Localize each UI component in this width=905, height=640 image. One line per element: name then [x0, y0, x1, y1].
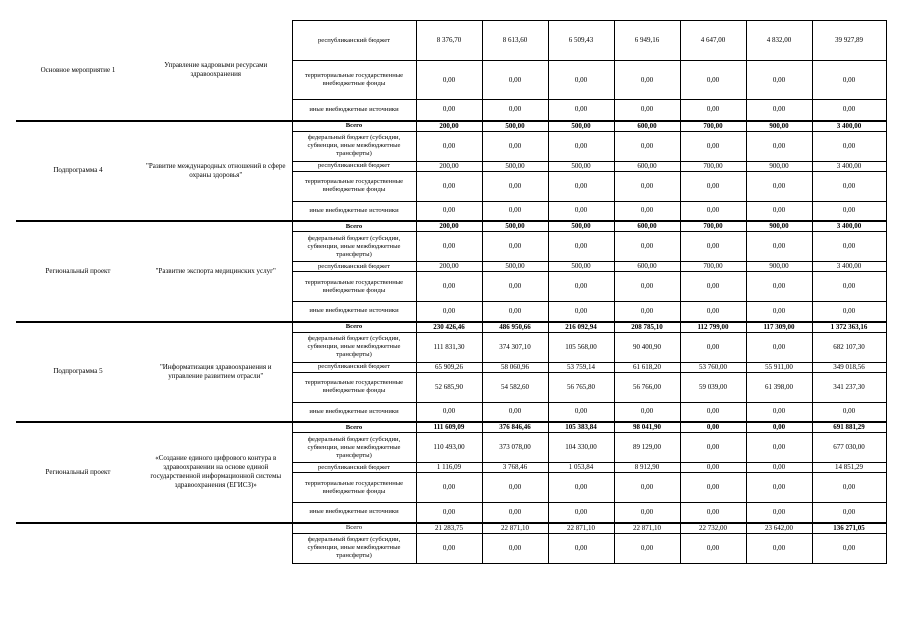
- year-value-cell: 53 760,00: [680, 362, 746, 372]
- year-value-cell: 0,00: [746, 232, 812, 262]
- year-value-cell: 0,00: [680, 272, 746, 302]
- year-value-cell: 0,00: [746, 422, 812, 433]
- year-value-cell: 0,00: [746, 272, 812, 302]
- year-value-cell: 112 799,00: [680, 322, 746, 333]
- year-value-cell: 0,00: [680, 422, 746, 433]
- funding-source-cell: иные внебюджетные источники: [292, 100, 416, 121]
- year-value-cell: 0,00: [548, 131, 614, 161]
- year-value-cell: 6 509,43: [548, 21, 614, 61]
- year-value-cell: 110 493,00: [416, 433, 482, 463]
- table-row: [16, 121, 886, 132]
- total-value-cell: 1 372 363,16: [812, 322, 886, 333]
- year-value-cell: 8 376,70: [416, 21, 482, 61]
- year-value-cell: 500,00: [482, 221, 548, 232]
- total-value-cell: 3 400,00: [812, 121, 886, 132]
- year-value-cell: 374 307,10: [482, 332, 548, 362]
- year-value-cell: 0,00: [416, 503, 482, 523]
- total-value-cell: 341 237,30: [812, 372, 886, 402]
- total-value-cell: 0,00: [812, 201, 886, 221]
- year-value-cell: 4 832,00: [746, 21, 812, 61]
- year-value-cell: 0,00: [416, 302, 482, 322]
- year-value-cell: 200,00: [416, 221, 482, 232]
- year-value-cell: 0,00: [416, 533, 482, 563]
- year-value-cell: 0,00: [614, 201, 680, 221]
- year-value-cell: 0,00: [482, 402, 548, 422]
- year-value-cell: 700,00: [680, 221, 746, 232]
- year-value-cell: 8 613,60: [482, 21, 548, 61]
- year-value-cell: 216 092,94: [548, 322, 614, 333]
- year-value-cell: 600,00: [614, 262, 680, 272]
- year-value-cell: 0,00: [746, 201, 812, 221]
- year-value-cell: 22 871,10: [614, 523, 680, 534]
- year-value-cell: 900,00: [746, 221, 812, 232]
- year-value-cell: 0,00: [416, 201, 482, 221]
- program-name-cell: Подпрограмма 4: [16, 121, 140, 222]
- total-value-cell: 0,00: [812, 473, 886, 503]
- year-value-cell: 53 759,14: [548, 362, 614, 372]
- year-value-cell: 500,00: [548, 262, 614, 272]
- year-value-cell: 1 116,09: [416, 463, 482, 473]
- year-value-cell: 0,00: [416, 402, 482, 422]
- year-value-cell: 0,00: [680, 503, 746, 523]
- funding-source-cell: республиканский бюджет: [292, 21, 416, 61]
- year-value-cell: 500,00: [548, 161, 614, 171]
- year-value-cell: 0,00: [614, 473, 680, 503]
- year-value-cell: 0,00: [746, 100, 812, 121]
- year-value-cell: 0,00: [548, 533, 614, 563]
- year-value-cell: 0,00: [548, 61, 614, 100]
- total-value-cell: 682 107,30: [812, 332, 886, 362]
- year-value-cell: 54 582,60: [482, 372, 548, 402]
- funding-source-cell: республиканский бюджет: [292, 463, 416, 473]
- total-value-cell: 3 400,00: [812, 161, 886, 171]
- year-value-cell: 56 766,00: [614, 372, 680, 402]
- year-value-cell: 0,00: [548, 201, 614, 221]
- table-row: [16, 422, 886, 433]
- funding-source-cell: федеральный бюджет (субсидии, субвенции, иные межбюджетные трансферты): [292, 533, 416, 563]
- year-value-cell: 900,00: [746, 262, 812, 272]
- year-value-cell: 0,00: [482, 131, 548, 161]
- year-value-cell: 117 309,00: [746, 322, 812, 333]
- program-description-cell: [140, 523, 292, 564]
- table-row: [16, 322, 886, 333]
- year-value-cell: 0,00: [482, 272, 548, 302]
- year-value-cell: 104 330,00: [548, 433, 614, 463]
- total-value-cell: 0,00: [812, 61, 886, 100]
- year-value-cell: 0,00: [416, 232, 482, 262]
- year-value-cell: 0,00: [482, 100, 548, 121]
- year-value-cell: 0,00: [614, 402, 680, 422]
- year-value-cell: 90 400,90: [614, 332, 680, 362]
- year-value-cell: 0,00: [482, 171, 548, 201]
- year-value-cell: 22 732,00: [680, 523, 746, 534]
- funding-source-cell: иные внебюджетные источники: [292, 503, 416, 523]
- year-value-cell: 0,00: [680, 433, 746, 463]
- year-value-cell: 0,00: [548, 272, 614, 302]
- year-value-cell: 0,00: [482, 232, 548, 262]
- funding-source-cell: республиканский бюджет: [292, 362, 416, 372]
- year-value-cell: 500,00: [482, 161, 548, 171]
- total-value-cell: 0,00: [812, 131, 886, 161]
- total-value-cell: 349 018,56: [812, 362, 886, 372]
- total-value-cell: 136 271,05: [812, 523, 886, 534]
- year-value-cell: 55 911,00: [746, 362, 812, 372]
- total-value-cell: 0,00: [812, 232, 886, 262]
- funding-source-cell: федеральный бюджет (субсидии, субвенции, иные межбюджетные трансферты): [292, 232, 416, 262]
- year-value-cell: 0,00: [416, 100, 482, 121]
- funding-source-cell: Всего: [292, 322, 416, 333]
- year-value-cell: 0,00: [680, 61, 746, 100]
- year-value-cell: 111 609,09: [416, 422, 482, 433]
- budget-table: [16, 20, 887, 564]
- year-value-cell: 0,00: [680, 473, 746, 503]
- year-value-cell: 56 765,80: [548, 372, 614, 402]
- year-value-cell: 208 785,10: [614, 322, 680, 333]
- year-value-cell: 230 426,46: [416, 322, 482, 333]
- year-value-cell: 0,00: [416, 61, 482, 100]
- year-value-cell: 22 871,10: [548, 523, 614, 534]
- year-value-cell: 373 078,00: [482, 433, 548, 463]
- year-value-cell: 500,00: [548, 121, 614, 132]
- year-value-cell: 0,00: [746, 533, 812, 563]
- year-value-cell: 0,00: [746, 171, 812, 201]
- year-value-cell: 0,00: [680, 131, 746, 161]
- year-value-cell: 0,00: [416, 473, 482, 503]
- year-value-cell: 700,00: [680, 262, 746, 272]
- year-value-cell: 52 685,90: [416, 372, 482, 402]
- year-value-cell: 0,00: [746, 473, 812, 503]
- year-value-cell: 500,00: [482, 121, 548, 132]
- year-value-cell: 0,00: [680, 402, 746, 422]
- year-value-cell: 600,00: [614, 161, 680, 171]
- total-value-cell: 0,00: [812, 171, 886, 201]
- year-value-cell: 0,00: [746, 61, 812, 100]
- year-value-cell: 0,00: [482, 302, 548, 322]
- year-value-cell: 0,00: [548, 171, 614, 201]
- year-value-cell: 0,00: [680, 533, 746, 563]
- program-description-cell: Управление кадровыми ресурсами здравоохранения: [164, 61, 268, 78]
- year-value-cell: 0,00: [482, 61, 548, 100]
- funding-source-cell: республиканский бюджет: [292, 161, 416, 171]
- funding-source-cell: Всего: [292, 221, 416, 232]
- year-value-cell: 61 398,00: [746, 372, 812, 402]
- year-value-cell: 0,00: [614, 302, 680, 322]
- year-value-cell: 0,00: [614, 232, 680, 262]
- year-value-cell: 65 909,26: [416, 362, 482, 372]
- year-value-cell: 105 383,84: [548, 422, 614, 433]
- total-value-cell: 0,00: [812, 402, 886, 422]
- funding-source-cell: иные внебюджетные источники: [292, 302, 416, 322]
- year-value-cell: 0,00: [548, 402, 614, 422]
- year-value-cell: 4 647,00: [680, 21, 746, 61]
- year-value-cell: 0,00: [548, 503, 614, 523]
- funding-source-cell: республиканский бюджет: [292, 262, 416, 272]
- total-value-cell: 0,00: [812, 272, 886, 302]
- year-value-cell: 0,00: [746, 402, 812, 422]
- year-value-cell: 0,00: [482, 533, 548, 563]
- year-value-cell: 58 060,96: [482, 362, 548, 372]
- year-value-cell: 0,00: [614, 533, 680, 563]
- funding-source-cell: федеральный бюджет (субсидии, субвенции, иные межбюджетные трансферты): [292, 131, 416, 161]
- year-value-cell: 0,00: [416, 131, 482, 161]
- year-value-cell: 376 846,46: [482, 422, 548, 433]
- total-value-cell: 691 881,29: [812, 422, 886, 433]
- year-value-cell: 8 912,90: [614, 463, 680, 473]
- year-value-cell: 61 618,20: [614, 362, 680, 372]
- total-value-cell: 14 851,29: [812, 463, 886, 473]
- funding-source-cell: территориальные государственные внебюджетные фонды: [292, 372, 416, 402]
- year-value-cell: 0,00: [680, 332, 746, 362]
- year-value-cell: 0,00: [548, 232, 614, 262]
- year-value-cell: 0,00: [680, 171, 746, 201]
- year-value-cell: 0,00: [614, 61, 680, 100]
- year-value-cell: 700,00: [680, 161, 746, 171]
- year-value-cell: 0,00: [416, 171, 482, 201]
- year-value-cell: 0,00: [548, 302, 614, 322]
- year-value-cell: 0,00: [548, 100, 614, 121]
- total-value-cell: 0,00: [812, 533, 886, 563]
- year-value-cell: 22 871,10: [482, 523, 548, 534]
- year-value-cell: 111 831,30: [416, 332, 482, 362]
- year-value-cell: 59 039,00: [680, 372, 746, 402]
- funding-source-cell: федеральный бюджет (субсидии, субвенции, иные межбюджетные трансферты): [292, 332, 416, 362]
- year-value-cell: 900,00: [746, 121, 812, 132]
- funding-source-cell: иные внебюджетные источники: [292, 201, 416, 221]
- program-description-cell: "Развитие международных отношений в сфере охраны здоровья": [140, 121, 292, 222]
- year-value-cell: 0,00: [680, 201, 746, 221]
- year-value-cell: 600,00: [614, 221, 680, 232]
- total-value-cell: 0,00: [812, 503, 886, 523]
- year-value-cell: 200,00: [416, 121, 482, 132]
- total-value-cell: 677 030,00: [812, 433, 886, 463]
- year-value-cell: 200,00: [416, 262, 482, 272]
- year-value-cell: 0,00: [614, 272, 680, 302]
- table-body: [16, 21, 886, 564]
- year-value-cell: 500,00: [548, 221, 614, 232]
- year-value-cell: 0,00: [482, 201, 548, 221]
- year-value-cell: 0,00: [746, 503, 812, 523]
- funding-source-cell: территориальные государственные внебюджетные фонды: [292, 61, 416, 100]
- program-description-cell: "Информатизация здравоохранения и управление развитием отрасли": [140, 322, 292, 423]
- year-value-cell: 0,00: [746, 332, 812, 362]
- total-value-cell: 3 400,00: [812, 262, 886, 272]
- year-value-cell: 0,00: [614, 131, 680, 161]
- year-value-cell: 0,00: [548, 473, 614, 503]
- total-value-cell: 39 927,89: [812, 21, 886, 61]
- program-description-cell: «Создание единого цифрового контура в здравоохранении на основе единой государственной информационной системы здравоохранения (ЕГИСЗ)»: [140, 422, 292, 523]
- year-value-cell: 0,00: [416, 272, 482, 302]
- total-value-cell: 0,00: [812, 302, 886, 322]
- total-value-cell: 0,00: [812, 100, 886, 121]
- year-value-cell: 0,00: [680, 100, 746, 121]
- year-value-cell: 23 642,00: [746, 523, 812, 534]
- funding-source-cell: территориальные государственные внебюджетные фонды: [292, 272, 416, 302]
- year-value-cell: 0,00: [680, 302, 746, 322]
- year-value-cell: 600,00: [614, 121, 680, 132]
- program-name-cell: Основное мероприятие 1: [40, 65, 116, 74]
- year-value-cell: 0,00: [746, 433, 812, 463]
- year-value-cell: 900,00: [746, 161, 812, 171]
- table-row: [16, 523, 886, 534]
- year-value-cell: 6 949,16: [614, 21, 680, 61]
- year-value-cell: 486 950,66: [482, 322, 548, 333]
- year-value-cell: 3 768,46: [482, 463, 548, 473]
- year-value-cell: 105 568,00: [548, 332, 614, 362]
- funding-source-cell: территориальные государственные внебюджетные фонды: [292, 473, 416, 503]
- program-name-cell: Подпрограмма 5: [16, 322, 140, 423]
- funding-source-cell: федеральный бюджет (субсидии, субвенции, иные межбюджетные трансферты): [292, 433, 416, 463]
- table-row: [16, 221, 886, 232]
- year-value-cell: 98 041,90: [614, 422, 680, 433]
- funding-source-cell: территориальные государственные внебюджетные фонды: [292, 171, 416, 201]
- program-name-cell: [16, 523, 140, 564]
- total-value-cell: 3 400,00: [812, 221, 886, 232]
- year-value-cell: 0,00: [680, 232, 746, 262]
- funding-source-cell: иные внебюджетные источники: [292, 402, 416, 422]
- year-value-cell: 21 283,75: [416, 523, 482, 534]
- year-value-cell: 200,00: [416, 161, 482, 171]
- year-value-cell: 0,00: [614, 503, 680, 523]
- year-value-cell: 0,00: [746, 463, 812, 473]
- year-value-cell: 89 129,00: [614, 433, 680, 463]
- program-name-cell: Региональный проект: [16, 221, 140, 322]
- year-value-cell: 0,00: [482, 503, 548, 523]
- program-description-cell: "Развитие экспорта медицинских услуг": [140, 221, 292, 322]
- funding-source-cell: Всего: [292, 523, 416, 534]
- year-value-cell: 0,00: [482, 473, 548, 503]
- program-name-cell: Региональный проект: [16, 422, 140, 523]
- year-value-cell: 0,00: [614, 171, 680, 201]
- year-value-cell: 500,00: [482, 262, 548, 272]
- table-row: [16, 21, 886, 61]
- year-value-cell: 0,00: [746, 302, 812, 322]
- year-value-cell: 0,00: [746, 131, 812, 161]
- year-value-cell: 0,00: [614, 100, 680, 121]
- year-value-cell: 700,00: [680, 121, 746, 132]
- funding-source-cell: Всего: [292, 422, 416, 433]
- funding-source-cell: Всего: [292, 121, 416, 132]
- year-value-cell: 1 053,84: [548, 463, 614, 473]
- year-value-cell: 0,00: [680, 463, 746, 473]
